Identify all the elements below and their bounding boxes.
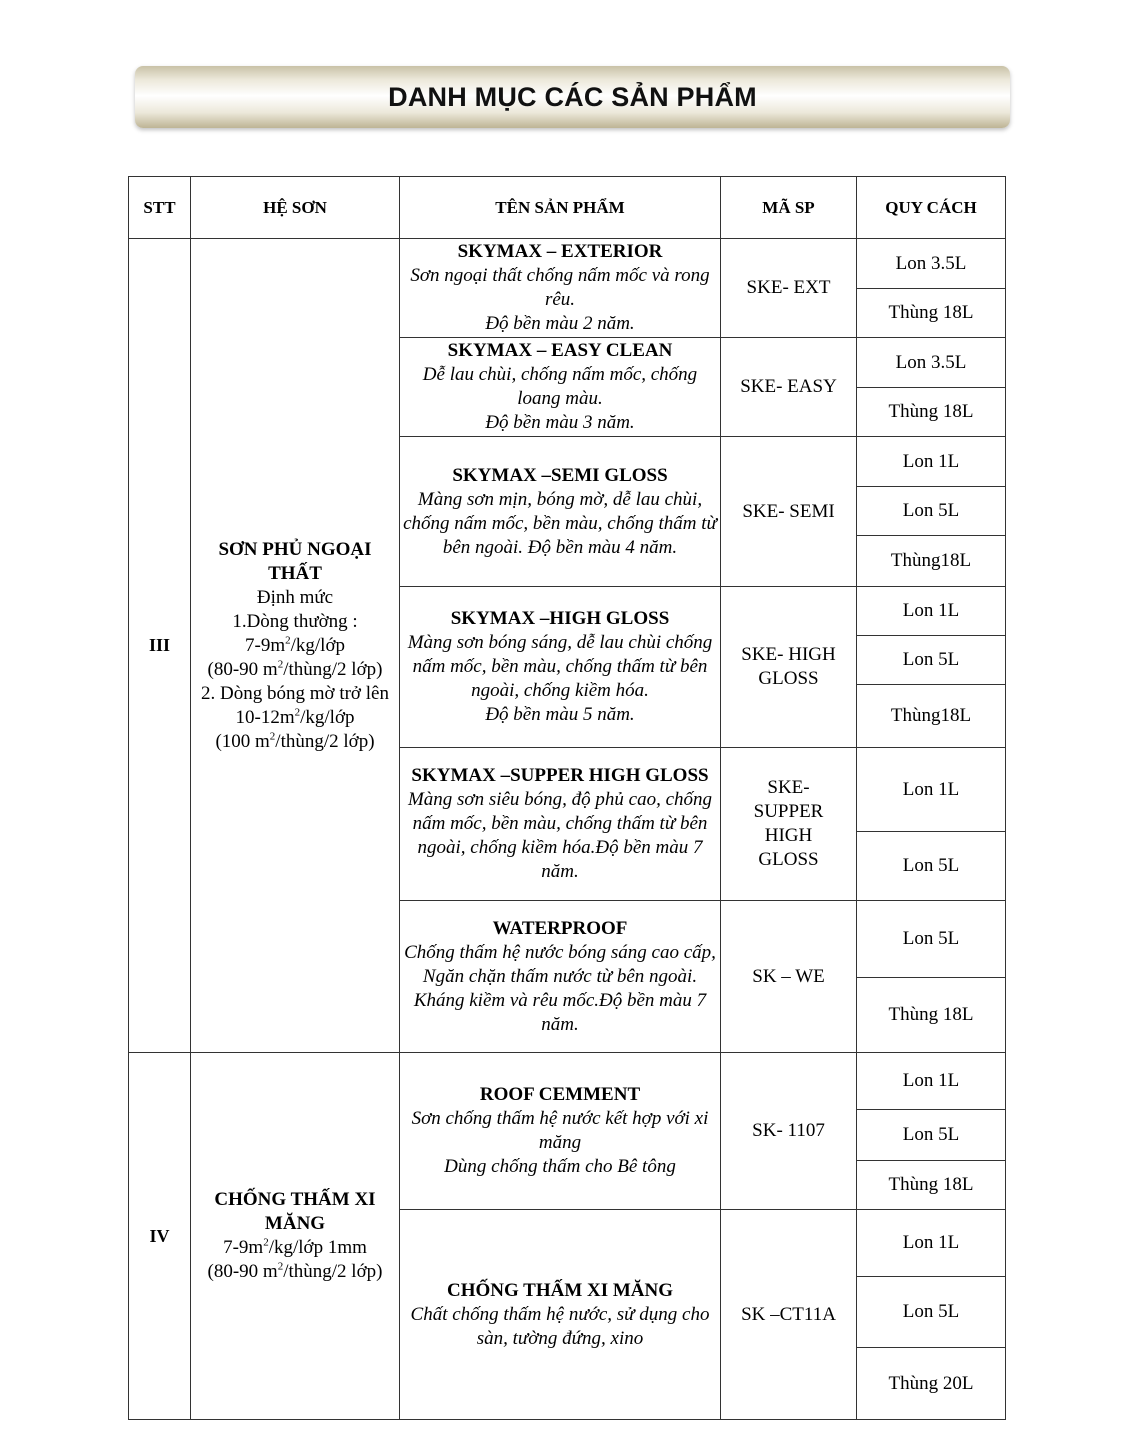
- product-table: [128, 176, 1006, 1420]
- product-name: ROOF CEMMENT: [479, 1084, 641, 1105]
- product-cell: [400, 1053, 721, 1210]
- product-cell: [400, 1210, 721, 1420]
- spec-cell: Lon 5L: [857, 832, 1006, 901]
- product-cell: [400, 901, 721, 1053]
- product-code-cell: SKE- SEMI: [721, 437, 857, 587]
- header-he-son: HỆ SƠN: [191, 177, 400, 239]
- spec-cell: Thùng 18L: [857, 388, 1006, 437]
- he-son-cell: [191, 1053, 400, 1420]
- product-description: Màng sơn mịn, bóng mờ, dễ lau chùi, chống nấm mốc, bền màu, chống thấm từ bên ngoài. Độ bền màu 4 năm.: [403, 488, 717, 558]
- header-ma-sp: MÃ SP: [721, 177, 857, 239]
- product-code-cell: SKE- EXT: [721, 239, 857, 338]
- spec-cell: Lon 5L: [857, 487, 1006, 536]
- spec-cell: Lon 5L: [857, 1110, 1006, 1161]
- product-description: Chất chống thấm hệ nước, sử dụng cho sàn, tường đứng, xino: [410, 1303, 710, 1349]
- spec-cell: Lon 1L: [857, 1053, 1006, 1110]
- group-line: (100 $m^2/thùng/2$ lớp): [215, 730, 375, 752]
- spec-cell: Lon 5L: [857, 1277, 1006, 1348]
- product-description: Sơn chống thấm hệ nước kết hợp với xi măng Dùng chống thấm cho Bê tông: [411, 1108, 709, 1177]
- product-cell: [400, 748, 721, 901]
- spec-cell: Thùng18L: [857, 536, 1006, 587]
- spec-cell: Lon 5L: [857, 636, 1006, 685]
- product-name: SKYMAX –SEMI GLOSS: [452, 464, 668, 486]
- product-code-cell: SK –CT11A: [721, 1210, 857, 1420]
- product-code-cell: SKE- EASY: [721, 338, 857, 437]
- group-line: $10-12m^2/kg$/lớp: [235, 706, 355, 728]
- product-description: Sơn ngoại thất chống nấm mốc và rong rêu. Độ bền màu 2 năm.: [410, 265, 710, 334]
- spec-cell: Thùng 18L: [857, 1161, 1006, 1210]
- product-name: SKYMAX – EASY CLEAN: [447, 340, 673, 361]
- product-cell: [400, 338, 721, 437]
- product-code-cell: SKE- SUPPER HIGH GLOSS: [721, 748, 857, 901]
- spec-cell: Lon 3.5L: [857, 338, 1006, 388]
- product-cell: [400, 587, 721, 748]
- group-line: (80-90 $m^2/thùng/2$ lớp): [207, 1260, 383, 1282]
- spec-cell: Lon 1L: [857, 748, 1006, 832]
- table-row: [129, 1053, 1006, 1110]
- he-son-cell: [191, 239, 400, 1053]
- spec-cell: Lon 1L: [857, 587, 1006, 636]
- spec-cell: Thùng 20L: [857, 1348, 1006, 1420]
- spec-cell: Lon 5L: [857, 901, 1006, 978]
- table-row: [129, 239, 1006, 289]
- spec-cell: Lon 1L: [857, 437, 1006, 487]
- spec-cell: Lon 3.5L: [857, 239, 1006, 289]
- header-quy-cach: QUY CÁCH: [857, 177, 1006, 239]
- group-line: (80-90 $m^2/thùng/2$ lớp): [207, 658, 383, 680]
- product-description: Chống thấm hệ nước bóng sáng cao cấp, Ngăn chặn thấm nước từ bên ngoài. Kháng kiềm và rêu mốc.Độ bền màu 7 năm.: [404, 941, 716, 1035]
- page-title: DANH MỤC CÁC SẢN PHẨM: [388, 81, 757, 112]
- product-name: CHỐNG THẤM XI MĂNG: [446, 1279, 674, 1301]
- stt-cell: IV: [129, 1053, 191, 1420]
- product-name: WATERPROOF: [492, 917, 628, 939]
- product-description: Màng sơn siêu bóng, độ phủ cao, chống nấm mốc, bền màu, chống thấm từ bên ngoài, chống kiềm hóa.Độ bền màu 7 năm.: [407, 789, 713, 882]
- group-line: 1.Dòng thường :: [232, 610, 358, 632]
- group-name: SƠN PHỦ NGOẠI THẤT: [218, 538, 372, 584]
- group-line: $7-9m^2/kg$/lớp 1mm: [223, 1236, 367, 1258]
- header-stt: STT: [129, 177, 191, 239]
- spec-cell: Thùng18L: [857, 685, 1006, 748]
- header-ten-san-pham: TÊN SẢN PHẨM: [400, 177, 721, 239]
- product-cell: [400, 437, 721, 587]
- table-header-row: [129, 177, 1006, 239]
- product-name: SKYMAX – EXTERIOR: [457, 241, 663, 262]
- group-line: 2. Dòng bóng mờ trở lên: [201, 682, 389, 704]
- product-code-cell: SK- 1107: [721, 1053, 857, 1210]
- spec-cell: Thùng 18L: [857, 978, 1006, 1053]
- product-description: Màng sơn bóng sáng, dễ lau chùi chống nấm mốc, bền màu, chống thấm từ bên ngoài, chống kiềm hóa. Độ bền màu 5 năm.: [407, 632, 713, 725]
- table-body: [129, 239, 1006, 1420]
- group-line: $7-9m^2/kg$/lớp: [245, 634, 345, 656]
- product-code-cell: SKE- HIGH GLOSS: [721, 587, 857, 748]
- product-description: Dễ lau chùi, chống nấm mốc, chống loang màu. Độ bền màu 3 năm.: [422, 364, 698, 433]
- spec-cell: Thùng 18L: [857, 289, 1006, 338]
- product-name: SKYMAX –HIGH GLOSS: [450, 608, 670, 629]
- product-code-cell: SK – WE: [721, 901, 857, 1053]
- group-line: Định mức: [256, 586, 334, 608]
- product-name: SKYMAX –SUPPER HIGH GLOSS: [411, 765, 709, 786]
- product-cell: [400, 239, 721, 338]
- title-banner: [135, 66, 1010, 128]
- stt-cell: III: [129, 239, 191, 1053]
- spec-cell: Lon 1L: [857, 1210, 1006, 1277]
- group-name: CHỐNG THẤM XI MĂNG: [214, 1189, 376, 1234]
